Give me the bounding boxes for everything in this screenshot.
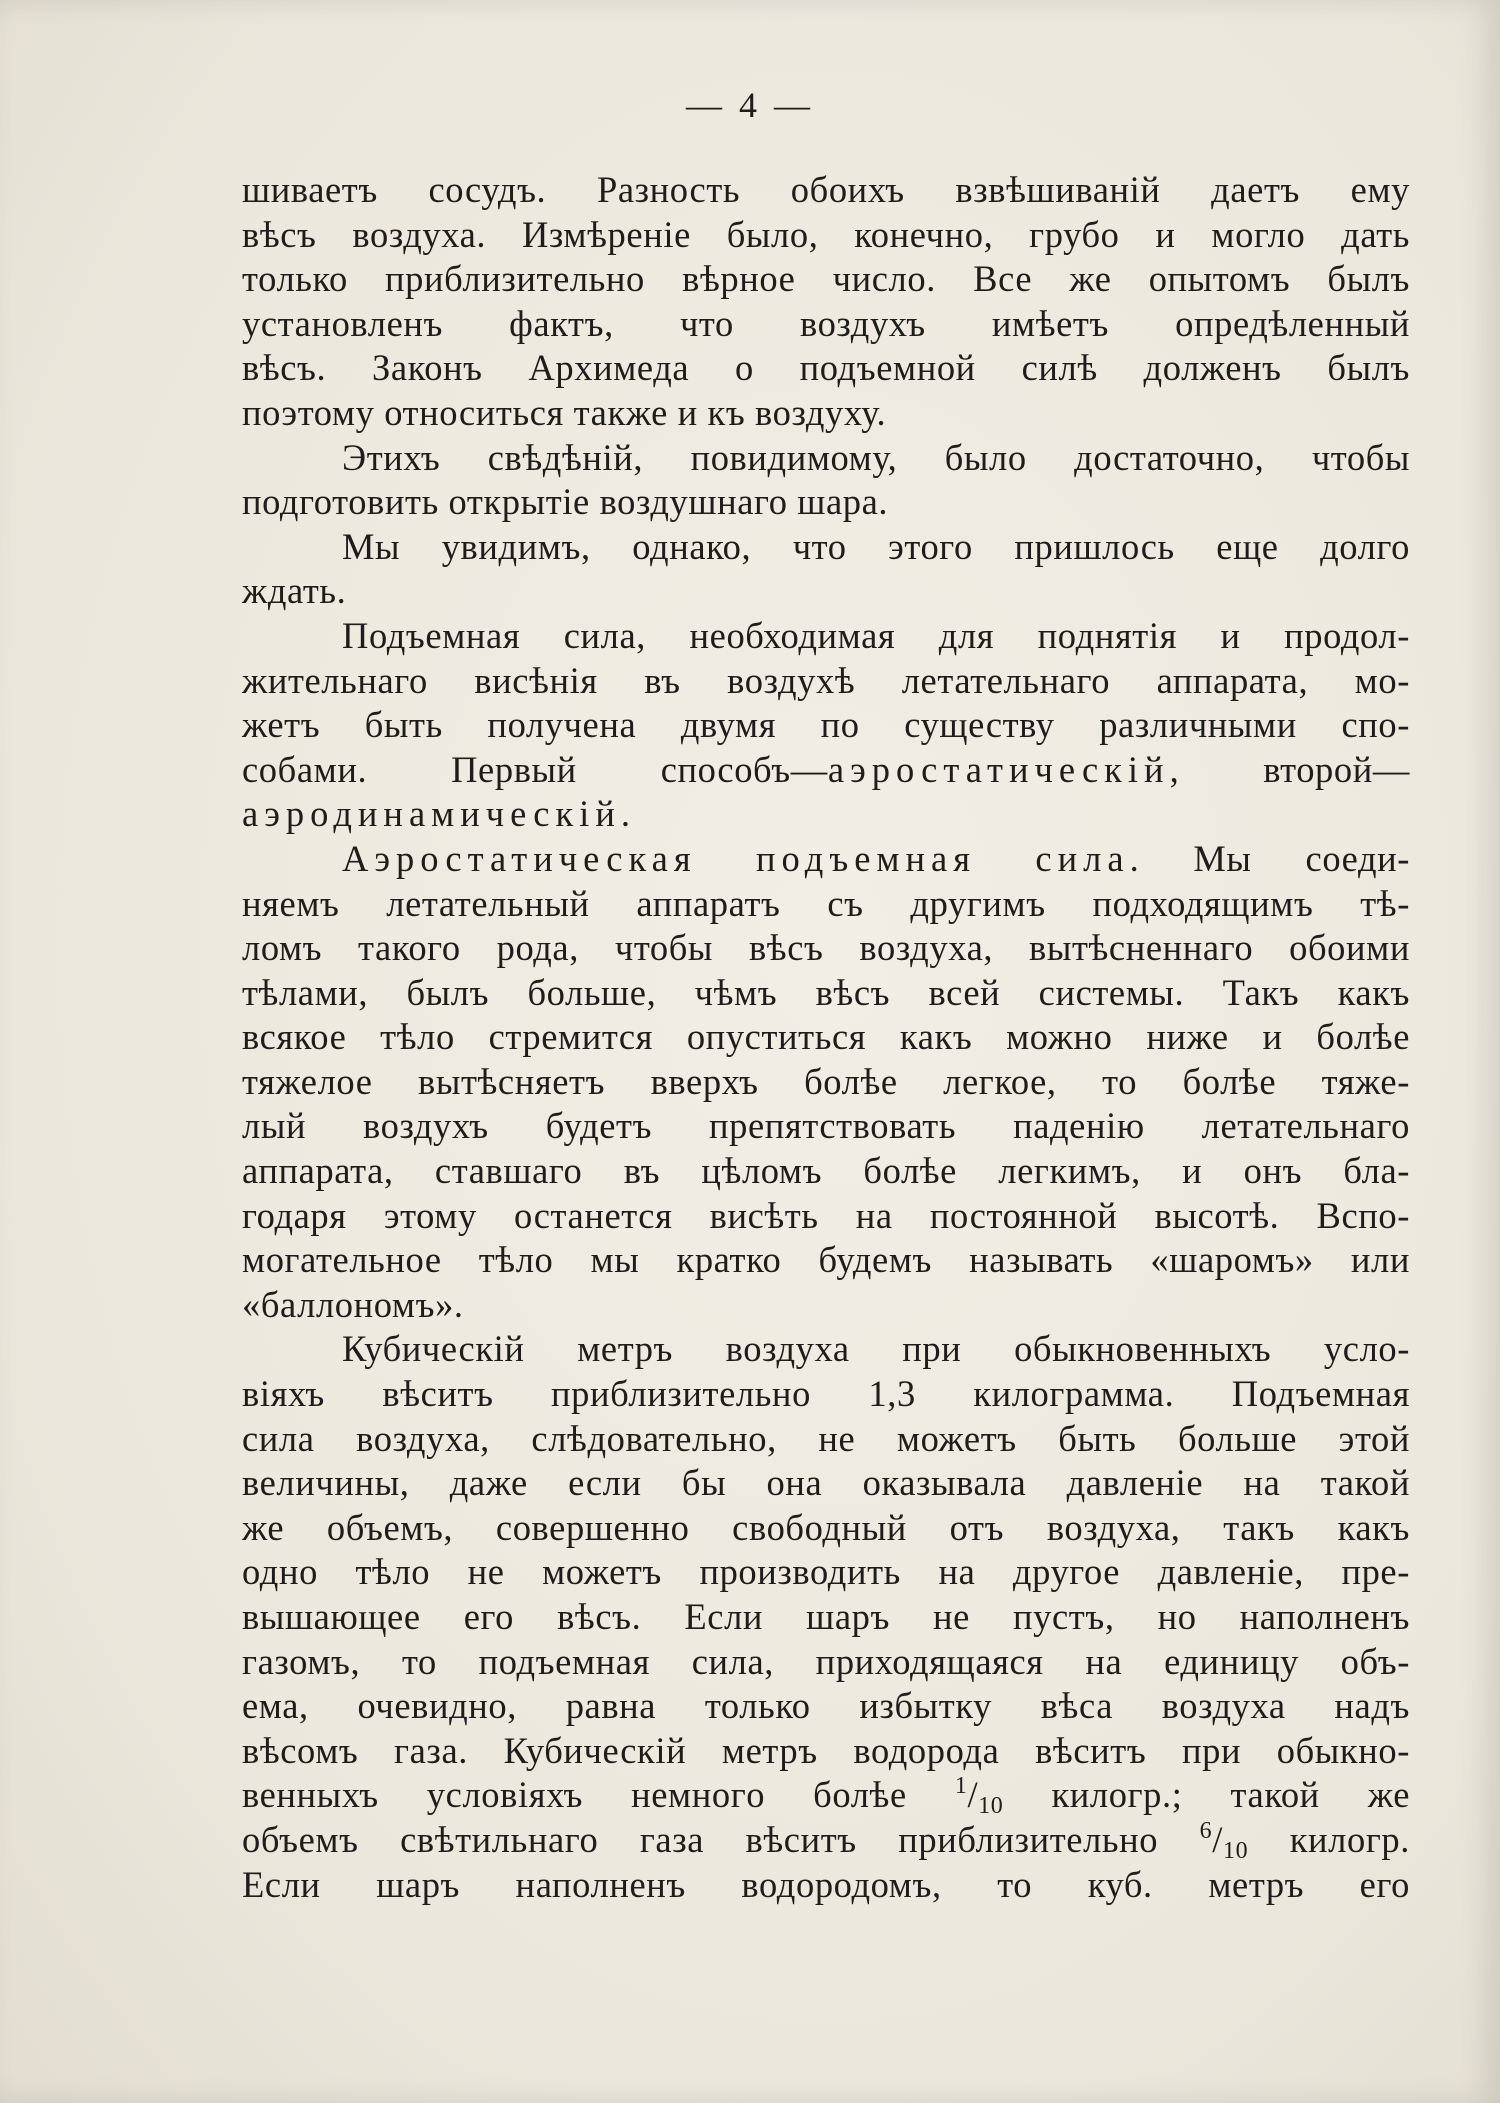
- text-line: [242, 168, 1410, 213]
- text-line: [242, 1773, 1410, 1818]
- line-text: вѣсъ воздуха. Измѣренiе было, конечно, грубо и могло дать: [242, 213, 1410, 255]
- line-text: могательное тѣло мы кратко будемъ называть «шаромъ» или: [242, 1239, 1410, 1281]
- text-line: [242, 792, 1410, 837]
- line-text: Мы увидимъ, однако, что этого пришлось еще долго: [342, 525, 1410, 567]
- line-text-tail: килогр.; такой же: [1003, 1774, 1410, 1816]
- line-text: ломъ такого рода, чтобы вѣсъ воздуха, вытѣсненнаго обоими: [242, 927, 1410, 969]
- spaced-term: аэростатическiй: [827, 748, 1170, 790]
- text-line: [242, 659, 1410, 704]
- text-line: [242, 1417, 1410, 1462]
- line-text: аппарата, ставшаго въ цѣломъ болѣе легкимъ, и онъ бла-: [242, 1150, 1410, 1192]
- line-text: вышающее его вѣсъ. Если шаръ не пустъ, но наполненъ: [242, 1596, 1410, 1637]
- text-line: [242, 1327, 1410, 1372]
- line-text: поэтому относиться также и къ воздуху.: [242, 391, 887, 433]
- line-text-tail: . Мы соеди-: [1129, 837, 1410, 879]
- spaced-term: Аэростатическая подъемная сила: [342, 837, 1130, 879]
- line-text: вѣсъ. Законъ Архимеда о подъемной силѣ долженъ былъ: [242, 347, 1410, 389]
- text-line: [242, 525, 1410, 570]
- spaced-term: аэродинамическiй: [242, 793, 621, 835]
- fraction: $^6/_{10}$: [1199, 1817, 1249, 1864]
- text-line: [242, 569, 1410, 614]
- line-text: жительнаго висѣнiя въ воздухѣ летательнаго аппарата, мо-: [242, 659, 1410, 701]
- line-text: годаря этому останется висѣть на постоянной высотѣ. Вспо-: [242, 1194, 1410, 1236]
- line-text: величины, даже если бы она оказывала давленiе на такой: [242, 1462, 1410, 1504]
- line-text: только приблизительно вѣрное число. Все же опытомъ былъ: [242, 258, 1410, 300]
- text-line: [242, 1238, 1410, 1283]
- text-line: [242, 882, 1410, 927]
- text-line: [242, 302, 1410, 347]
- text-line: [242, 1060, 1410, 1105]
- text-line: [242, 748, 1410, 793]
- text-line: [242, 926, 1410, 971]
- line-text-tail: , второй—: [1169, 748, 1410, 790]
- line-text: венныхъ условiяхъ немногo болѣе: [242, 1774, 955, 1816]
- text-line: [242, 1684, 1410, 1729]
- line-text: же объемъ, совершенно свободный отъ воздуха, такъ какъ: [242, 1506, 1410, 1548]
- line-text: установленъ фактъ, что воздухъ имѣетъ опредѣленный: [242, 302, 1410, 344]
- text-line: [242, 703, 1410, 748]
- text-line: [242, 213, 1410, 258]
- text-line: [242, 837, 1410, 882]
- line-text-tail: .: [620, 793, 631, 835]
- line-text: тѣлами, былъ больше, чѣмъ вѣсъ всей системы. Такъ какъ: [242, 971, 1410, 1013]
- body-text: [242, 168, 1410, 1907]
- line-text: «баллономъ».: [242, 1283, 464, 1325]
- text-line: [242, 480, 1410, 525]
- text-line: [242, 1104, 1410, 1149]
- text-line: [242, 1461, 1410, 1506]
- line-text: собами. Первый способъ—: [242, 748, 828, 790]
- text-line: [242, 1729, 1410, 1774]
- text-line: [242, 1550, 1410, 1595]
- fraction: $^1/_{10}$: [954, 1773, 1004, 1820]
- line-text: няемъ летательный аппаратъ съ другимъ подходящимъ тѣ-: [242, 882, 1410, 924]
- text-line: [242, 1372, 1410, 1417]
- line-text: подготовить открытiе воздушнаго шара.: [242, 481, 889, 523]
- page-number: — 4 —: [686, 85, 814, 125]
- line-text: всякое тѣло стремится опуститься какъ можно ниже и болѣе: [242, 1016, 1410, 1058]
- line-text: жетъ быть получена двумя по существу различными спо-: [242, 704, 1410, 746]
- text-line: [242, 1506, 1410, 1551]
- line-text: вѣсомъ газа. Кубическiй метръ водорода вѣситъ при обыкно-: [242, 1729, 1410, 1771]
- line-text-tail: килогр.: [1248, 1818, 1410, 1860]
- text-line: [242, 1640, 1410, 1685]
- text-line: [242, 436, 1410, 481]
- line-text: сила воздуха, слѣдовательно, не можетъ быть больше этой: [242, 1417, 1410, 1459]
- text-line: [242, 971, 1410, 1016]
- line-text: тяжелое вытѣсняетъ вверхъ болѣе легкое, то болѣе тяже-: [242, 1060, 1410, 1102]
- text-line: [242, 1595, 1410, 1640]
- text-line: [242, 391, 1410, 436]
- line-text: Этихъ свѣдѣнiй, повидимому, было достаточно, чтобы: [342, 436, 1410, 478]
- line-text: объемъ свѣтильнаго газа вѣситъ приблизительно: [242, 1818, 1200, 1860]
- line-text: лый воздухъ будетъ препятствовать паденiю летательнаго: [242, 1105, 1410, 1147]
- line-text: Кубическiй метръ воздуха при обыкновенныхъ усло-: [342, 1328, 1410, 1370]
- text-line: [242, 1194, 1410, 1239]
- line-text: ема, очевидно, равна только избытку вѣса воздуха надъ: [242, 1685, 1410, 1727]
- line-text: одно тѣло не можетъ производить на другое давленiе, пре-: [242, 1551, 1410, 1593]
- text-line: [242, 1283, 1410, 1328]
- line-text: газомъ, то подъемная сила, приходящаяся на единицу объ-: [242, 1640, 1410, 1682]
- line-text: шиваетъ сосудъ. Разность обоихъ взвѣшиванiй даетъ ему: [242, 169, 1410, 210]
- text-line: [242, 257, 1410, 302]
- text-line: [242, 1149, 1410, 1194]
- text-line: [242, 1015, 1410, 1060]
- text-line: [242, 346, 1410, 391]
- line-text: вiяхъ вѣситъ приблизительно 1,3 килограмма. Подъемная: [242, 1373, 1410, 1415]
- line-text: ждать.: [242, 570, 347, 612]
- line-text: Если шаръ наполненъ водородомъ, то куб. метръ его: [242, 1863, 1410, 1905]
- text-line: [242, 1818, 1410, 1863]
- text-line: [242, 1863, 1410, 1908]
- line-text: Подъемная сила, необходимая для поднятiя и продол-: [342, 614, 1410, 656]
- text-line: [242, 614, 1410, 659]
